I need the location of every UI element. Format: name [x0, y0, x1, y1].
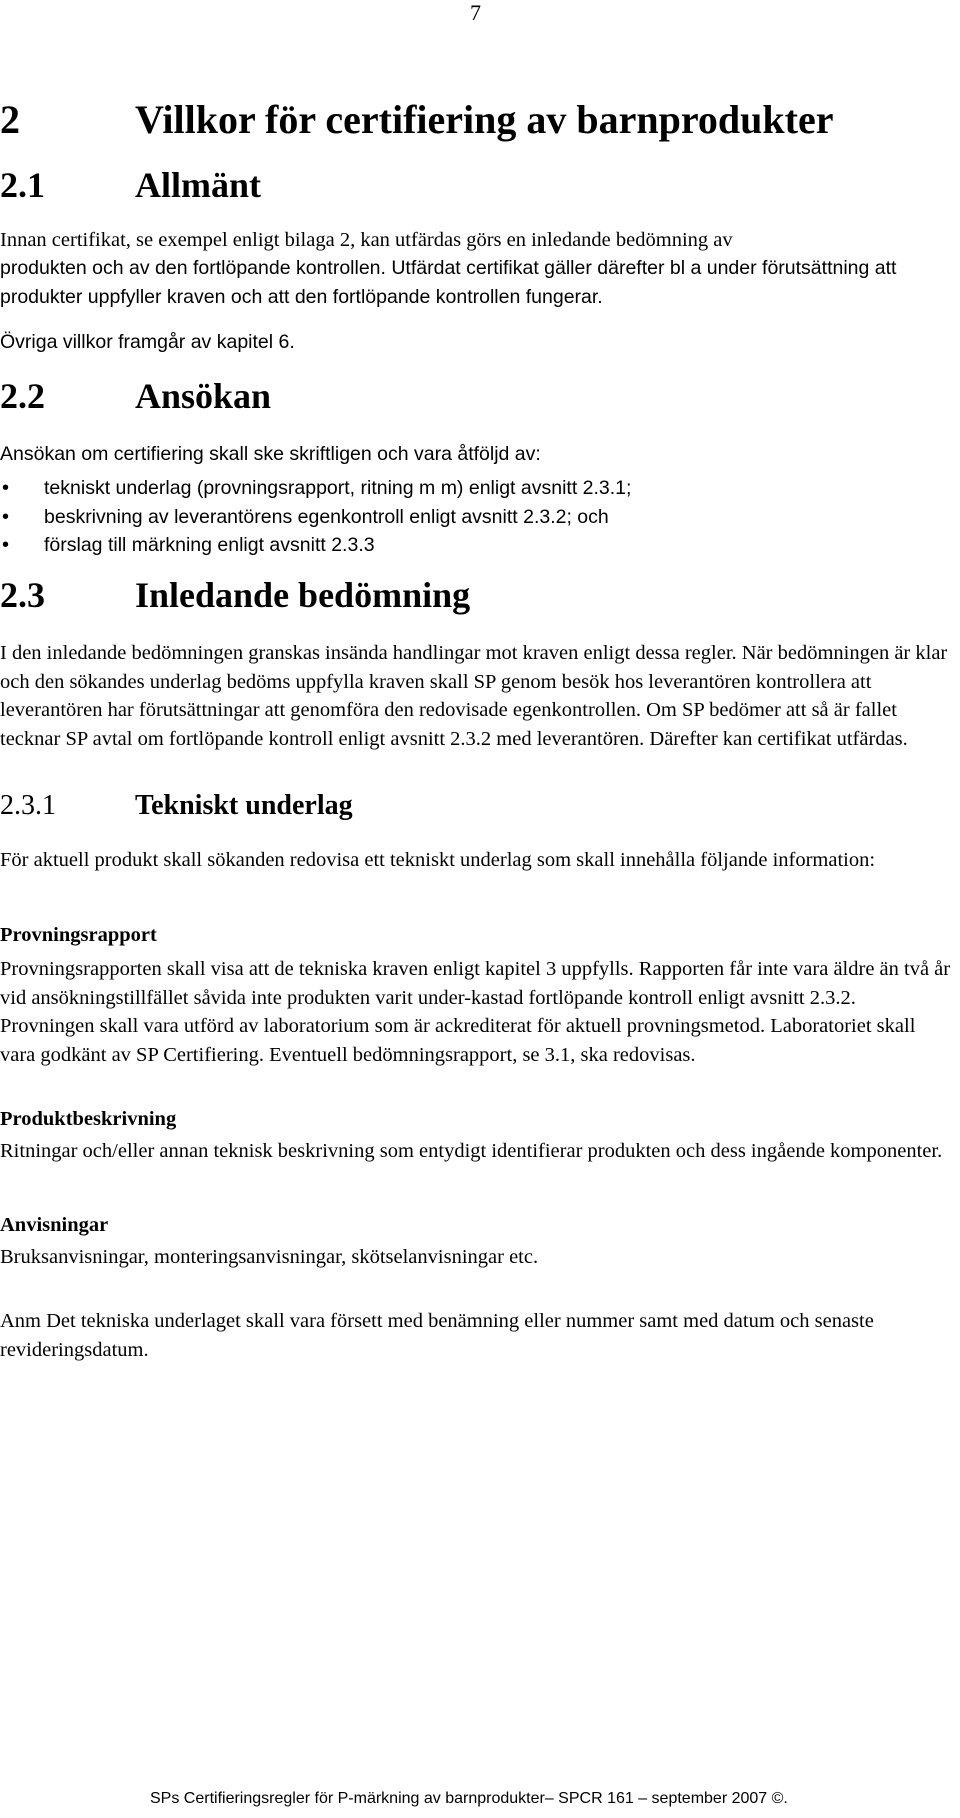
list-item: • beskrivning av leverantörens egenkontroll enligt avsnitt 2.3.2; och — [0, 503, 631, 532]
paragraph-2-2-intro: Ansökan om certifiering skall ske skriftligen och vara åtföljd av: — [0, 443, 541, 465]
subheading-produktbeskrivning: Produktbeskrivning — [0, 1108, 177, 1130]
paragraph-2-3-body: I den inledande bedömningen granskas insända handlingar mot kraven enligt dessa regler. När bedömningen är klar och den sökandes underlag bedöms uppfylla kraven skall SP genom besök hos leverantören kontrollera att leverantören har förutsättningar att genomföra den redovisade egenkontrollen. Om SP bedömer att så är fallet tecknar SP avtal om fortlöpande kontroll enligt avsnitt 2.3.2 med leverantören. Därefter kan certifikat utfärdas. — [0, 642, 948, 750]
heading-2-3-1-title: Tekniskt underlag — [135, 790, 353, 821]
paragraph-2-3-1-intro: För aktuell produkt skall sökanden redovisa ett tekniskt underlag som skall innehålla följande information: — [0, 849, 876, 871]
note-paragraph: Anm Det tekniska underlaget skall vara försett med benämning eller nummer samt med datum och senaste revideringsdatum. — [0, 1310, 874, 1361]
heading-2-3-title: Inledande bedömning — [135, 575, 471, 615]
paragraph-2-1-intro-rest: produkten och av den fortlöpande kontrollen. Utfärdat certifikat gäller därefter bl a under förutsättning att produkter uppfyller kraven och att den fortlöpande kontrollen fungerar. — [0, 257, 897, 308]
page-footer: SPs Certifieringsregler för P-märkning av barnprodukter– SPCR 161 – september 2007 ©. — [150, 1790, 788, 1807]
application-bullet-list — [0, 474, 631, 560]
page-number: 7 — [470, 0, 481, 25]
subheading-anvisningar: Anvisningar — [0, 1214, 109, 1236]
heading-2-2-title: Ansökan — [135, 376, 272, 416]
heading-2-1 — [0, 164, 261, 206]
section-title: Villkor för certifiering av barnprodukter — [135, 97, 834, 142]
paragraph-2-1-intro-line: Innan certifikat, se exempel enligt bilaga 2, kan utfärdas görs en inledande bedömning av — [0, 229, 733, 251]
paragraph-produktbeskrivning: Ritningar och/eller annan teknisk beskrivning som entydigt identifierar produkten och dess ingående komponenter. — [0, 1140, 943, 1162]
heading-2-1-title: Allmänt — [135, 165, 261, 205]
heading-2-2-number: 2.2 — [0, 376, 45, 416]
paragraph-provningsrapport: Provningsrapporten skall visa att de tekniska kraven enligt kapitel 3 uppfylls. Rapporten får inte vara äldre än två år vid ansökningstillfället såvida inte produkten varit under-kastad fortlöpande kontroll enligt avsnitt 2.3.2. Provningen skall vara utförd av laboratorium som är ackrediterat för aktuell provningsmetod. Laboratoriet skall vara godkänt av SP Certifiering. Eventuell bedömningsrapport, se 3.1, ska redovisas. — [0, 958, 951, 1066]
heading-2-3-1 — [0, 790, 353, 822]
list-item: • förslag till märkning enligt avsnitt 2.3.3 — [0, 531, 631, 560]
heading-2-1-number: 2.1 — [0, 165, 45, 205]
section-heading — [0, 96, 833, 143]
section-number: 2 — [0, 97, 20, 142]
heading-2-3-number: 2.3 — [0, 575, 45, 615]
subheading-provningsrapport: Provningsrapport — [0, 924, 157, 946]
list-item: • tekniskt underlag (provningsrapport, ritning m m) enligt avsnitt 2.3.1; — [0, 474, 631, 503]
paragraph-anvisningar: Bruksanvisningar, monteringsanvisningar, skötselanvisningar etc. — [0, 1246, 539, 1268]
heading-2-3-1-number: 2.3.1 — [0, 790, 56, 821]
heading-2-3 — [0, 574, 470, 616]
heading-2-2 — [0, 375, 271, 417]
paragraph-2-1-other-terms: Övriga villkor framgår av kapitel 6. — [0, 331, 295, 353]
